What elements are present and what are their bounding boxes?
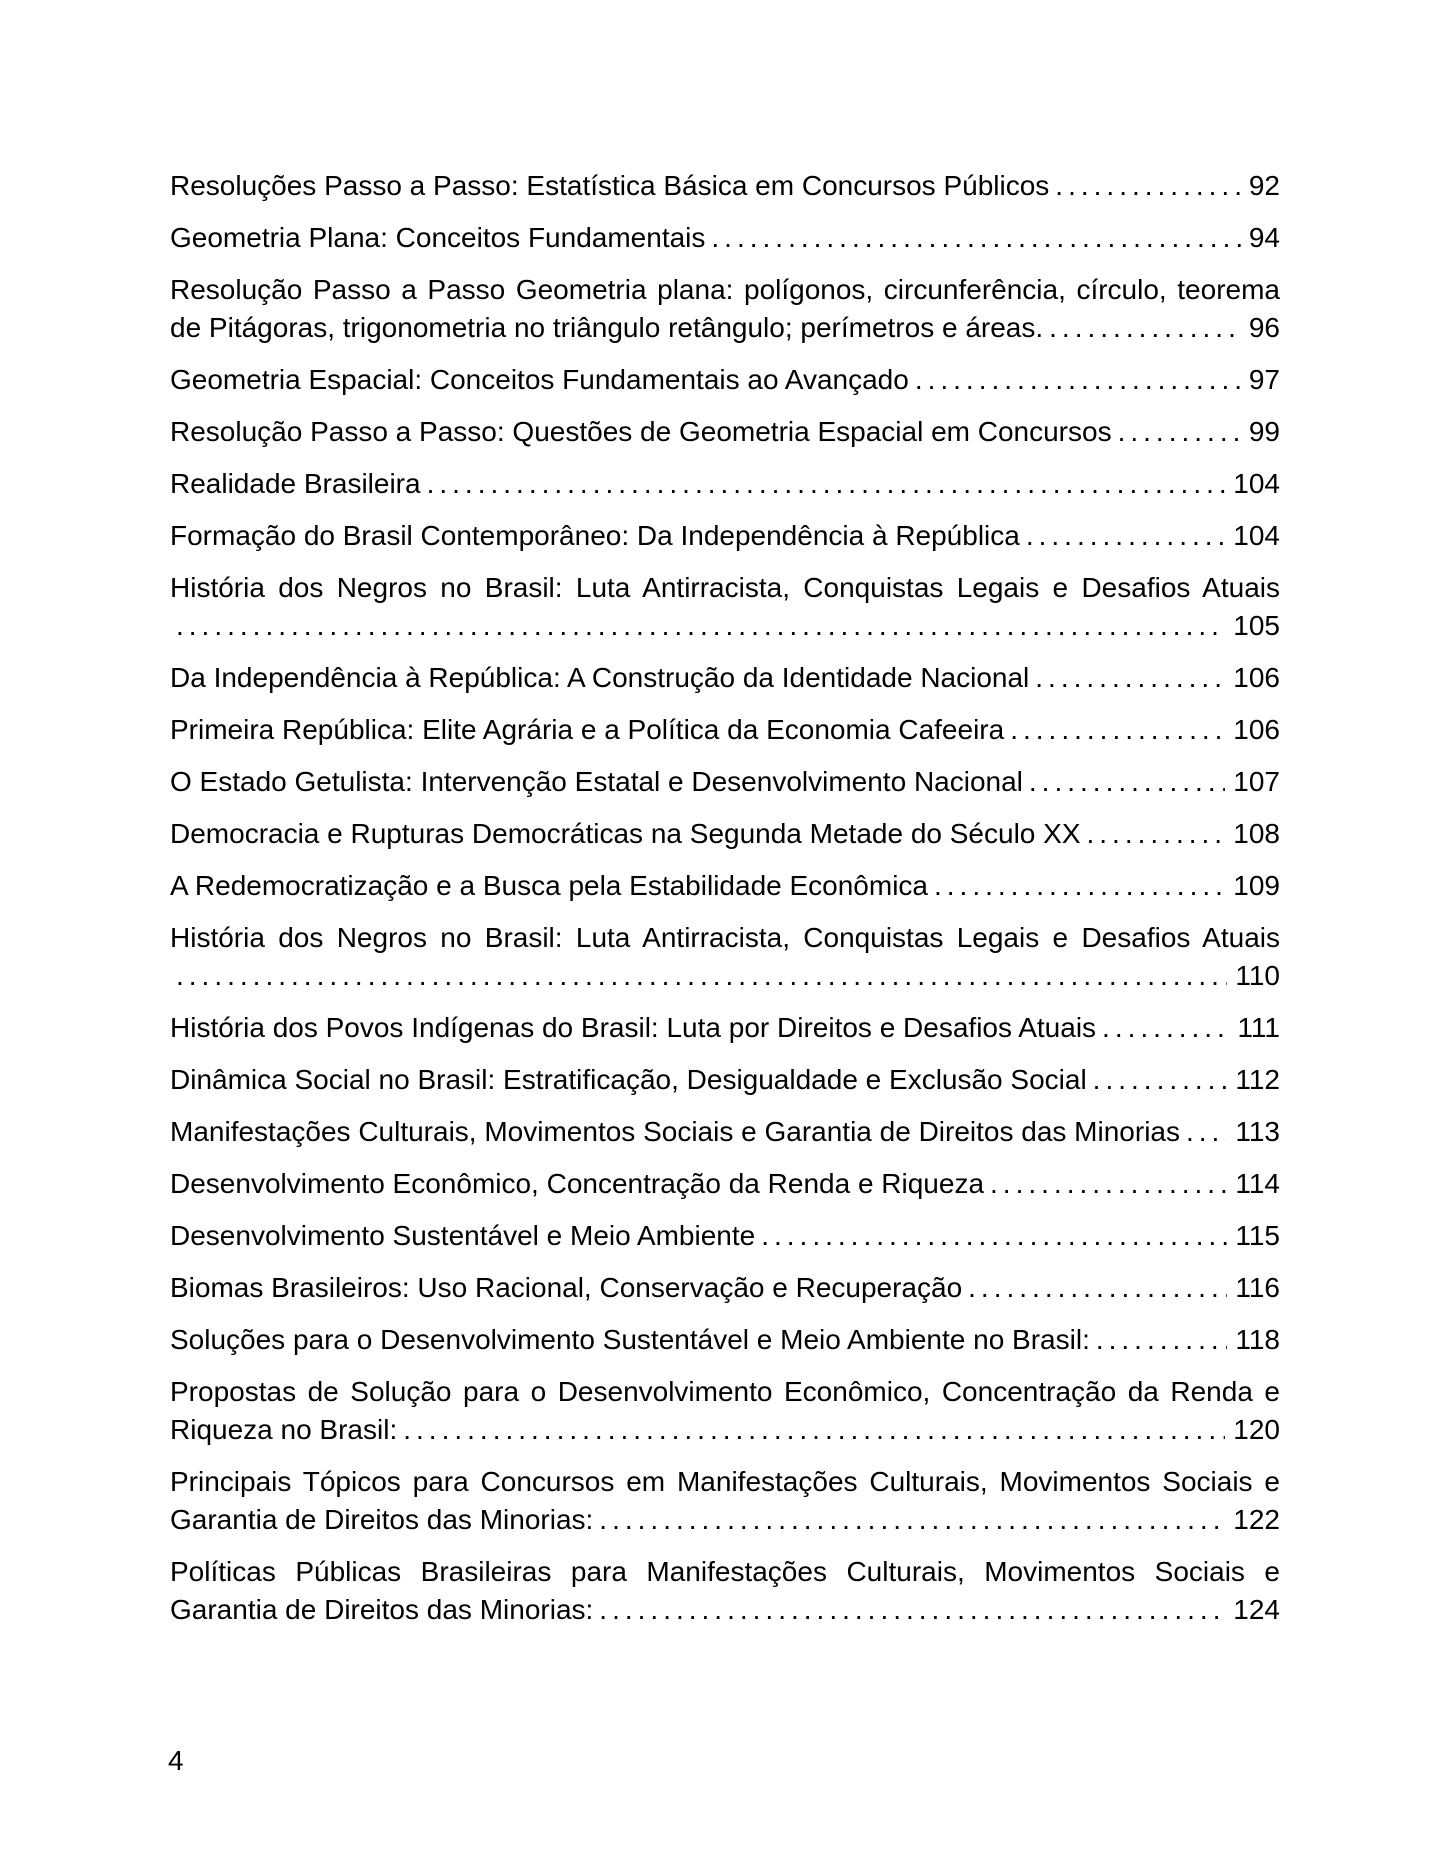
toc-entry-title: Realidade Brasileira [170, 468, 421, 499]
toc-entry-title: A Redemocratização e a Busca pela Estabilidade Econômica [170, 870, 928, 901]
toc-entry[interactable] [170, 167, 1280, 205]
toc-entry-title: Resolução Passo a Passo: Questões de Geometria Espacial em Concursos [170, 416, 1112, 447]
toc-entry-page-number: 106 [1233, 714, 1280, 745]
dot-leader [1026, 517, 1225, 555]
dot-leader [1049, 309, 1241, 347]
toc-entry-page-number: 104 [1233, 520, 1280, 551]
dot-leader [176, 957, 1227, 995]
toc-entry-title: Biomas Brasileiros: Uso Racional, Conservação e Recuperação [170, 1272, 963, 1303]
page-footer-number: 4 [168, 1745, 184, 1776]
toc-entry[interactable] [170, 1217, 1280, 1255]
toc-entry-title: Democracia e Rupturas Democráticas na Segunda Metade do Século XX [170, 818, 1081, 849]
toc-entry-page-number: 111 [1237, 1012, 1280, 1043]
toc-entry-page-number: 107 [1233, 766, 1280, 797]
dot-leader [915, 361, 1241, 399]
dot-leader [1093, 1061, 1228, 1099]
dot-leader [1055, 167, 1241, 205]
toc-entry[interactable] [170, 1373, 1280, 1449]
toc-entry[interactable] [170, 1113, 1280, 1151]
dot-leader [176, 607, 1225, 645]
toc-entry-page-number: 94 [1248, 222, 1280, 253]
toc-entry-title: Soluções para o Desenvolvimento Sustentável e Meio Ambiente no Brasil: [170, 1324, 1090, 1355]
toc-entry-title: Riqueza no Brasil: [170, 1414, 398, 1445]
toc-entry[interactable] [170, 815, 1280, 853]
toc-entry[interactable] [170, 867, 1280, 905]
toc-entry-text-line: Políticas Públicas Brasileiras para Manifestações Culturais, Movimentos Sociais e [170, 1556, 1280, 1587]
toc-entry-title: Da Independência à República: A Construção da Identidade Nacional [170, 662, 1030, 693]
toc-entry-page-number: 110 [1235, 960, 1280, 991]
dot-leader [1186, 1113, 1227, 1151]
toc-entry-page-number: 106 [1233, 662, 1280, 693]
toc-entry-title: O Estado Getulista: Intervenção Estatal e Desenvolvimento Nacional [170, 766, 1023, 797]
dot-leader [599, 1591, 1225, 1629]
toc-entry[interactable] [170, 1321, 1280, 1359]
dot-leader [403, 1411, 1225, 1449]
dot-leader [761, 1217, 1227, 1255]
dot-leader [599, 1501, 1225, 1539]
toc-entry-page-number: 97 [1248, 364, 1280, 395]
toc-entry[interactable] [170, 1061, 1280, 1099]
toc-entry-page-number: 92 [1248, 170, 1280, 201]
toc-entry[interactable] [170, 465, 1280, 503]
toc-entry-title: Resoluções Passo a Passo: Estatística Básica em Concursos Públicos [170, 170, 1050, 201]
toc-entry[interactable] [170, 569, 1280, 645]
toc-entry-title: Garantia de Direitos das Minorias: [170, 1594, 594, 1625]
toc-entry[interactable] [170, 763, 1280, 801]
dot-leader [934, 867, 1225, 905]
toc-entry-page-number: 124 [1233, 1594, 1280, 1625]
toc-entry-title: História dos Povos Indígenas do Brasil: Luta por Direitos e Desafios Atuais [170, 1012, 1097, 1043]
toc-entry-title: Desenvolvimento Econômico, Concentração da Renda e Riqueza [170, 1168, 985, 1199]
toc-entry-page-number: 109 [1233, 870, 1280, 901]
dot-leader [1010, 711, 1225, 749]
dot-leader [1087, 815, 1226, 853]
toc-entry[interactable] [170, 1165, 1280, 1203]
toc-entry-page-number: 96 [1248, 312, 1280, 343]
toc-list [170, 167, 1280, 1643]
dot-leader [711, 219, 1240, 257]
toc-entry[interactable] [170, 517, 1280, 555]
toc-entry-title: Geometria Espacial: Conceitos Fundamentais ao Avançado [170, 364, 909, 395]
toc-entry-text-line: Propostas de Solução para o Desenvolvimento Econômico, Concentração da Renda e [170, 1376, 1280, 1407]
dot-leader [1035, 659, 1225, 697]
toc-entry-page-number: 116 [1235, 1272, 1280, 1303]
toc-entry[interactable] [170, 659, 1280, 697]
dot-leader [968, 1269, 1227, 1307]
toc-entry-page-number: 99 [1248, 416, 1280, 447]
toc-entry[interactable] [170, 1463, 1280, 1539]
dot-leader [1118, 413, 1241, 451]
toc-entry-page-number: 122 [1233, 1504, 1280, 1535]
toc-entry-page-number: 115 [1235, 1220, 1280, 1251]
toc-entry[interactable] [170, 413, 1280, 451]
toc-entry-page-number: 120 [1233, 1414, 1280, 1445]
toc-entry-text-line: Principais Tópicos para Concursos em Manifestações Culturais, Movimentos Sociais e [170, 1466, 1280, 1497]
dot-leader [1102, 1009, 1229, 1047]
toc-entry[interactable] [170, 271, 1280, 347]
toc-entry-page-number: 118 [1235, 1324, 1280, 1355]
toc-entry[interactable] [170, 219, 1280, 257]
toc-entry-title: Dinâmica Social no Brasil: Estratificação, Desigualdade e Exclusão Social [170, 1064, 1087, 1095]
toc-entry-title: Garantia de Direitos das Minorias: [170, 1504, 594, 1535]
toc-entry-page-number: 114 [1235, 1168, 1280, 1199]
toc-entry-page-number: 108 [1233, 818, 1280, 849]
toc-entry[interactable] [170, 1553, 1280, 1629]
toc-entry[interactable] [170, 711, 1280, 749]
toc-entry-title: de Pitágoras, trigonometria no triângulo retângulo; perímetros e áreas. [170, 312, 1044, 343]
toc-entry-page-number: 113 [1235, 1116, 1280, 1147]
dot-leader [1029, 763, 1225, 801]
toc-entry-text-line: História dos Negros no Brasil: Luta Antirracista, Conquistas Legais e Desafios Atuais [170, 922, 1280, 953]
toc-entry-title: Primeira República: Elite Agrária e a Política da Economia Cafeeira [170, 714, 1005, 745]
toc-entry-page-number: 112 [1235, 1064, 1280, 1095]
toc-entry[interactable] [170, 361, 1280, 399]
dot-leader [1096, 1321, 1228, 1359]
toc-entry[interactable] [170, 919, 1280, 995]
toc-entry-text-line: Resolução Passo a Passo Geometria plana: polígonos, circunferência, círculo, teorema [170, 274, 1280, 305]
toc-entry-title: Manifestações Culturais, Movimentos Sociais e Garantia de Direitos das Minorias [170, 1116, 1180, 1147]
dot-leader [990, 1165, 1227, 1203]
toc-entry-title: Geometria Plana: Conceitos Fundamentais [170, 222, 706, 253]
toc-entry-text-line: História dos Negros no Brasil: Luta Antirracista, Conquistas Legais e Desafios Atuais [170, 572, 1280, 603]
dot-leader [427, 465, 1226, 503]
toc-entry-page-number: 105 [1233, 610, 1280, 641]
toc-entry[interactable] [170, 1009, 1280, 1047]
toc-entry[interactable] [170, 1269, 1280, 1307]
toc-entry-title: Formação do Brasil Contemporâneo: Da Independência à República [170, 520, 1020, 551]
toc-entry-page-number: 104 [1233, 468, 1280, 499]
toc-entry-title: Desenvolvimento Sustentável e Meio Ambiente [170, 1220, 756, 1251]
